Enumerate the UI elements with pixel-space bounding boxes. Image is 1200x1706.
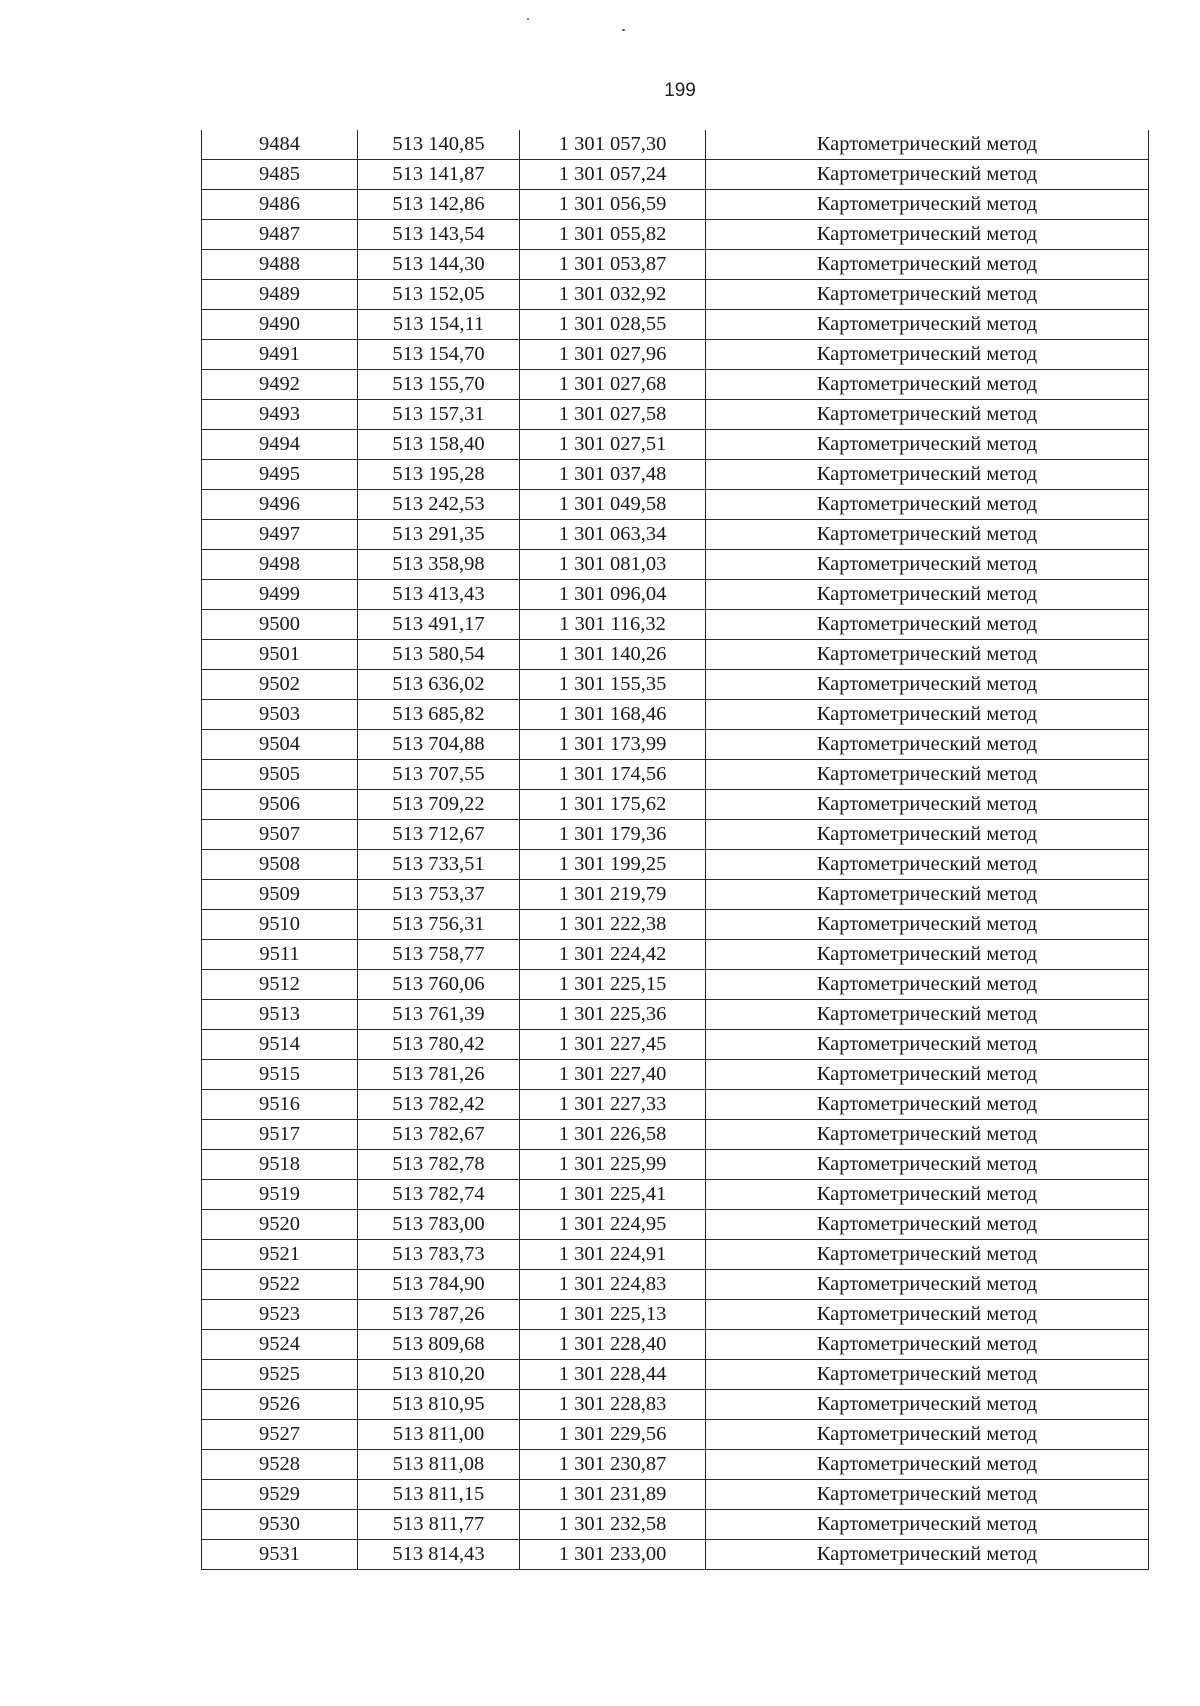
x-coordinate-cell: 513 152,05 bbox=[358, 280, 520, 310]
table-row bbox=[202, 670, 1149, 700]
point-number-cell: 9503 bbox=[202, 700, 358, 730]
x-coordinate-cell: 513 811,15 bbox=[358, 1480, 520, 1510]
table-row bbox=[202, 460, 1149, 490]
x-coordinate-cell: 513 782,67 bbox=[358, 1120, 520, 1150]
method-cell: Картометрический метод bbox=[706, 460, 1149, 490]
table-row bbox=[202, 220, 1149, 250]
y-coordinate-cell: 1 301 063,34 bbox=[520, 520, 706, 550]
x-coordinate-cell: 513 704,88 bbox=[358, 730, 520, 760]
point-number-cell: 9489 bbox=[202, 280, 358, 310]
point-number-cell: 9484 bbox=[202, 130, 358, 160]
coordinates-table-body bbox=[202, 130, 1149, 1570]
y-coordinate-cell: 1 301 027,96 bbox=[520, 340, 706, 370]
method-cell: Картометрический метод bbox=[706, 1450, 1149, 1480]
y-coordinate-cell: 1 301 227,45 bbox=[520, 1030, 706, 1060]
y-coordinate-cell: 1 301 222,38 bbox=[520, 910, 706, 940]
method-cell: Картометрический метод bbox=[706, 370, 1149, 400]
x-coordinate-cell: 513 358,98 bbox=[358, 550, 520, 580]
point-number-cell: 9501 bbox=[202, 640, 358, 670]
x-coordinate-cell: 513 685,82 bbox=[358, 700, 520, 730]
method-cell: Картометрический метод bbox=[706, 280, 1149, 310]
method-cell: Картометрический метод bbox=[706, 1360, 1149, 1390]
table-row bbox=[202, 1030, 1149, 1060]
method-cell: Картометрический метод bbox=[706, 670, 1149, 700]
x-coordinate-cell: 513 636,02 bbox=[358, 670, 520, 700]
method-cell: Картометрический метод bbox=[706, 970, 1149, 1000]
point-number-cell: 9493 bbox=[202, 400, 358, 430]
method-cell: Картометрический метод bbox=[706, 700, 1149, 730]
y-coordinate-cell: 1 301 225,99 bbox=[520, 1150, 706, 1180]
x-coordinate-cell: 513 154,11 bbox=[358, 310, 520, 340]
x-coordinate-cell: 513 810,20 bbox=[358, 1360, 520, 1390]
table-row bbox=[202, 370, 1149, 400]
point-number-cell: 9514 bbox=[202, 1030, 358, 1060]
method-cell: Картометрический метод bbox=[706, 160, 1149, 190]
table-row bbox=[202, 820, 1149, 850]
y-coordinate-cell: 1 301 233,00 bbox=[520, 1540, 706, 1570]
method-cell: Картометрический метод bbox=[706, 250, 1149, 280]
point-number-cell: 9530 bbox=[202, 1510, 358, 1540]
point-number-cell: 9525 bbox=[202, 1360, 358, 1390]
method-cell: Картометрический метод bbox=[706, 1270, 1149, 1300]
method-cell: Картометрический метод bbox=[706, 790, 1149, 820]
table-row bbox=[202, 190, 1149, 220]
table-row bbox=[202, 1540, 1149, 1570]
table-row bbox=[202, 610, 1149, 640]
table-row bbox=[202, 1120, 1149, 1150]
point-number-cell: 9512 bbox=[202, 970, 358, 1000]
y-coordinate-cell: 1 301 199,25 bbox=[520, 850, 706, 880]
table-row bbox=[202, 310, 1149, 340]
method-cell: Картометрический метод bbox=[706, 1510, 1149, 1540]
point-number-cell: 9494 bbox=[202, 430, 358, 460]
table-row bbox=[202, 1390, 1149, 1420]
method-cell: Картометрический метод bbox=[706, 820, 1149, 850]
point-number-cell: 9497 bbox=[202, 520, 358, 550]
point-number-cell: 9511 bbox=[202, 940, 358, 970]
y-coordinate-cell: 1 301 232,58 bbox=[520, 1510, 706, 1540]
y-coordinate-cell: 1 301 053,87 bbox=[520, 250, 706, 280]
method-cell: Картометрический метод bbox=[706, 610, 1149, 640]
point-number-cell: 9527 bbox=[202, 1420, 358, 1450]
method-cell: Картометрический метод bbox=[706, 1240, 1149, 1270]
table-row bbox=[202, 730, 1149, 760]
table-row bbox=[202, 1510, 1149, 1540]
point-number-cell: 9508 bbox=[202, 850, 358, 880]
y-coordinate-cell: 1 301 049,58 bbox=[520, 490, 706, 520]
table-row bbox=[202, 760, 1149, 790]
y-coordinate-cell: 1 301 174,56 bbox=[520, 760, 706, 790]
table-row bbox=[202, 520, 1149, 550]
table-row bbox=[202, 580, 1149, 610]
x-coordinate-cell: 513 809,68 bbox=[358, 1330, 520, 1360]
method-cell: Картометрический метод bbox=[706, 760, 1149, 790]
y-coordinate-cell: 1 301 230,87 bbox=[520, 1450, 706, 1480]
x-coordinate-cell: 513 810,95 bbox=[358, 1390, 520, 1420]
point-number-cell: 9506 bbox=[202, 790, 358, 820]
point-number-cell: 9520 bbox=[202, 1210, 358, 1240]
x-coordinate-cell: 513 291,35 bbox=[358, 520, 520, 550]
point-number-cell: 9504 bbox=[202, 730, 358, 760]
point-number-cell: 9499 bbox=[202, 580, 358, 610]
y-coordinate-cell: 1 301 226,58 bbox=[520, 1120, 706, 1150]
method-cell: Картометрический метод bbox=[706, 1000, 1149, 1030]
y-coordinate-cell: 1 301 057,24 bbox=[520, 160, 706, 190]
point-number-cell: 9502 bbox=[202, 670, 358, 700]
y-coordinate-cell: 1 301 027,68 bbox=[520, 370, 706, 400]
x-coordinate-cell: 513 491,17 bbox=[358, 610, 520, 640]
table-row bbox=[202, 970, 1149, 1000]
scan-speck bbox=[527, 18, 529, 20]
table-row bbox=[202, 910, 1149, 940]
x-coordinate-cell: 513 242,53 bbox=[358, 490, 520, 520]
table-row bbox=[202, 880, 1149, 910]
method-cell: Картометрический метод bbox=[706, 1300, 1149, 1330]
point-number-cell: 9516 bbox=[202, 1090, 358, 1120]
point-number-cell: 9507 bbox=[202, 820, 358, 850]
table-row bbox=[202, 250, 1149, 280]
y-coordinate-cell: 1 301 175,62 bbox=[520, 790, 706, 820]
y-coordinate-cell: 1 301 227,40 bbox=[520, 1060, 706, 1090]
point-number-cell: 9513 bbox=[202, 1000, 358, 1030]
x-coordinate-cell: 513 155,70 bbox=[358, 370, 520, 400]
table-row bbox=[202, 1150, 1149, 1180]
x-coordinate-cell: 513 782,74 bbox=[358, 1180, 520, 1210]
y-coordinate-cell: 1 301 224,83 bbox=[520, 1270, 706, 1300]
x-coordinate-cell: 513 814,43 bbox=[358, 1540, 520, 1570]
method-cell: Картометрический метод bbox=[706, 1120, 1149, 1150]
y-coordinate-cell: 1 301 227,33 bbox=[520, 1090, 706, 1120]
x-coordinate-cell: 513 413,43 bbox=[358, 580, 520, 610]
x-coordinate-cell: 513 811,08 bbox=[358, 1450, 520, 1480]
x-coordinate-cell: 513 141,87 bbox=[358, 160, 520, 190]
point-number-cell: 9524 bbox=[202, 1330, 358, 1360]
x-coordinate-cell: 513 811,77 bbox=[358, 1510, 520, 1540]
y-coordinate-cell: 1 301 057,30 bbox=[520, 130, 706, 160]
y-coordinate-cell: 1 301 228,83 bbox=[520, 1390, 706, 1420]
x-coordinate-cell: 513 140,85 bbox=[358, 130, 520, 160]
method-cell: Картометрический метод bbox=[706, 1090, 1149, 1120]
table-row bbox=[202, 130, 1149, 160]
x-coordinate-cell: 513 781,26 bbox=[358, 1060, 520, 1090]
method-cell: Картометрический метод bbox=[706, 1330, 1149, 1360]
point-number-cell: 9529 bbox=[202, 1480, 358, 1510]
x-coordinate-cell: 513 811,00 bbox=[358, 1420, 520, 1450]
y-coordinate-cell: 1 301 116,32 bbox=[520, 610, 706, 640]
coordinates-table bbox=[201, 130, 1149, 1570]
point-number-cell: 9517 bbox=[202, 1120, 358, 1150]
x-coordinate-cell: 513 157,31 bbox=[358, 400, 520, 430]
x-coordinate-cell: 513 158,40 bbox=[358, 430, 520, 460]
point-number-cell: 9531 bbox=[202, 1540, 358, 1570]
y-coordinate-cell: 1 301 225,13 bbox=[520, 1300, 706, 1330]
point-number-cell: 9485 bbox=[202, 160, 358, 190]
x-coordinate-cell: 513 144,30 bbox=[358, 250, 520, 280]
point-number-cell: 9487 bbox=[202, 220, 358, 250]
y-coordinate-cell: 1 301 225,41 bbox=[520, 1180, 706, 1210]
table-row bbox=[202, 280, 1149, 310]
table-row bbox=[202, 490, 1149, 520]
point-number-cell: 9510 bbox=[202, 910, 358, 940]
y-coordinate-cell: 1 301 056,59 bbox=[520, 190, 706, 220]
method-cell: Картометрический метод bbox=[706, 1150, 1149, 1180]
point-number-cell: 9498 bbox=[202, 550, 358, 580]
method-cell: Картометрический метод bbox=[706, 310, 1149, 340]
x-coordinate-cell: 513 142,86 bbox=[358, 190, 520, 220]
y-coordinate-cell: 1 301 027,51 bbox=[520, 430, 706, 460]
point-number-cell: 9490 bbox=[202, 310, 358, 340]
point-number-cell: 9515 bbox=[202, 1060, 358, 1090]
method-cell: Картометрический метод bbox=[706, 1180, 1149, 1210]
method-cell: Картометрический метод bbox=[706, 640, 1149, 670]
method-cell: Картометрический метод bbox=[706, 1030, 1149, 1060]
x-coordinate-cell: 513 760,06 bbox=[358, 970, 520, 1000]
point-number-cell: 9486 bbox=[202, 190, 358, 220]
y-coordinate-cell: 1 301 225,15 bbox=[520, 970, 706, 1000]
point-number-cell: 9519 bbox=[202, 1180, 358, 1210]
method-cell: Картометрический метод bbox=[706, 190, 1149, 220]
y-coordinate-cell: 1 301 168,46 bbox=[520, 700, 706, 730]
method-cell: Картометрический метод bbox=[706, 880, 1149, 910]
point-number-cell: 9518 bbox=[202, 1150, 358, 1180]
method-cell: Картометрический метод bbox=[706, 1390, 1149, 1420]
table-row bbox=[202, 1420, 1149, 1450]
point-number-cell: 9505 bbox=[202, 760, 358, 790]
x-coordinate-cell: 513 154,70 bbox=[358, 340, 520, 370]
table-row bbox=[202, 1270, 1149, 1300]
y-coordinate-cell: 1 301 055,82 bbox=[520, 220, 706, 250]
table-row bbox=[202, 1000, 1149, 1030]
x-coordinate-cell: 513 784,90 bbox=[358, 1270, 520, 1300]
x-coordinate-cell: 513 758,77 bbox=[358, 940, 520, 970]
y-coordinate-cell: 1 301 037,48 bbox=[520, 460, 706, 490]
x-coordinate-cell: 513 143,54 bbox=[358, 220, 520, 250]
point-number-cell: 9500 bbox=[202, 610, 358, 640]
table-row bbox=[202, 1210, 1149, 1240]
y-coordinate-cell: 1 301 231,89 bbox=[520, 1480, 706, 1510]
point-number-cell: 9491 bbox=[202, 340, 358, 370]
method-cell: Картометрический метод bbox=[706, 490, 1149, 520]
method-cell: Картометрический метод bbox=[706, 730, 1149, 760]
method-cell: Картометрический метод bbox=[706, 580, 1149, 610]
y-coordinate-cell: 1 301 224,95 bbox=[520, 1210, 706, 1240]
point-number-cell: 9496 bbox=[202, 490, 358, 520]
x-coordinate-cell: 513 712,67 bbox=[358, 820, 520, 850]
y-coordinate-cell: 1 301 155,35 bbox=[520, 670, 706, 700]
table-row bbox=[202, 790, 1149, 820]
x-coordinate-cell: 513 733,51 bbox=[358, 850, 520, 880]
point-number-cell: 9521 bbox=[202, 1240, 358, 1270]
method-cell: Картометрический метод bbox=[706, 220, 1149, 250]
x-coordinate-cell: 513 753,37 bbox=[358, 880, 520, 910]
method-cell: Картометрический метод bbox=[706, 850, 1149, 880]
method-cell: Картометрический метод bbox=[706, 340, 1149, 370]
table-row bbox=[202, 1330, 1149, 1360]
point-number-cell: 9495 bbox=[202, 460, 358, 490]
x-coordinate-cell: 513 709,22 bbox=[358, 790, 520, 820]
table-row bbox=[202, 340, 1149, 370]
point-number-cell: 9509 bbox=[202, 880, 358, 910]
y-coordinate-cell: 1 301 229,56 bbox=[520, 1420, 706, 1450]
point-number-cell: 9492 bbox=[202, 370, 358, 400]
x-coordinate-cell: 513 780,42 bbox=[358, 1030, 520, 1060]
table-row bbox=[202, 430, 1149, 460]
x-coordinate-cell: 513 783,00 bbox=[358, 1210, 520, 1240]
table-row bbox=[202, 640, 1149, 670]
method-cell: Картометрический метод bbox=[706, 1210, 1149, 1240]
y-coordinate-cell: 1 301 140,26 bbox=[520, 640, 706, 670]
table-row bbox=[202, 1480, 1149, 1510]
table-row bbox=[202, 400, 1149, 430]
table-row bbox=[202, 1240, 1149, 1270]
y-coordinate-cell: 1 301 228,40 bbox=[520, 1330, 706, 1360]
table-row bbox=[202, 1450, 1149, 1480]
table-row bbox=[202, 160, 1149, 190]
y-coordinate-cell: 1 301 225,36 bbox=[520, 1000, 706, 1030]
method-cell: Картометрический метод bbox=[706, 1420, 1149, 1450]
y-coordinate-cell: 1 301 032,92 bbox=[520, 280, 706, 310]
x-coordinate-cell: 513 580,54 bbox=[358, 640, 520, 670]
method-cell: Картометрический метод bbox=[706, 1060, 1149, 1090]
x-coordinate-cell: 513 756,31 bbox=[358, 910, 520, 940]
table-row bbox=[202, 1090, 1149, 1120]
x-coordinate-cell: 513 783,73 bbox=[358, 1240, 520, 1270]
y-coordinate-cell: 1 301 219,79 bbox=[520, 880, 706, 910]
point-number-cell: 9488 bbox=[202, 250, 358, 280]
y-coordinate-cell: 1 301 027,58 bbox=[520, 400, 706, 430]
table-row bbox=[202, 1300, 1149, 1330]
table-row bbox=[202, 550, 1149, 580]
page-number: 199 bbox=[664, 80, 696, 101]
table-row bbox=[202, 700, 1149, 730]
y-coordinate-cell: 1 301 179,36 bbox=[520, 820, 706, 850]
method-cell: Картометрический метод bbox=[706, 910, 1149, 940]
point-number-cell: 9528 bbox=[202, 1450, 358, 1480]
table-row bbox=[202, 850, 1149, 880]
method-cell: Картометрический метод bbox=[706, 130, 1149, 160]
table-row bbox=[202, 1060, 1149, 1090]
scan-speck bbox=[622, 29, 625, 31]
table-row bbox=[202, 1360, 1149, 1390]
table-row bbox=[202, 1180, 1149, 1210]
point-number-cell: 9522 bbox=[202, 1270, 358, 1300]
x-coordinate-cell: 513 787,26 bbox=[358, 1300, 520, 1330]
y-coordinate-cell: 1 301 028,55 bbox=[520, 310, 706, 340]
y-coordinate-cell: 1 301 173,99 bbox=[520, 730, 706, 760]
y-coordinate-cell: 1 301 096,04 bbox=[520, 580, 706, 610]
method-cell: Картометрический метод bbox=[706, 550, 1149, 580]
y-coordinate-cell: 1 301 228,44 bbox=[520, 1360, 706, 1390]
table-row bbox=[202, 940, 1149, 970]
method-cell: Картометрический метод bbox=[706, 1480, 1149, 1510]
method-cell: Картометрический метод bbox=[706, 1540, 1149, 1570]
x-coordinate-cell: 513 761,39 bbox=[358, 1000, 520, 1030]
y-coordinate-cell: 1 301 081,03 bbox=[520, 550, 706, 580]
method-cell: Картометрический метод bbox=[706, 430, 1149, 460]
x-coordinate-cell: 513 707,55 bbox=[358, 760, 520, 790]
point-number-cell: 9526 bbox=[202, 1390, 358, 1420]
x-coordinate-cell: 513 195,28 bbox=[358, 460, 520, 490]
x-coordinate-cell: 513 782,42 bbox=[358, 1090, 520, 1120]
y-coordinate-cell: 1 301 224,91 bbox=[520, 1240, 706, 1270]
method-cell: Картометрический метод bbox=[706, 940, 1149, 970]
x-coordinate-cell: 513 782,78 bbox=[358, 1150, 520, 1180]
method-cell: Картометрический метод bbox=[706, 400, 1149, 430]
point-number-cell: 9523 bbox=[202, 1300, 358, 1330]
y-coordinate-cell: 1 301 224,42 bbox=[520, 940, 706, 970]
method-cell: Картометрический метод bbox=[706, 520, 1149, 550]
